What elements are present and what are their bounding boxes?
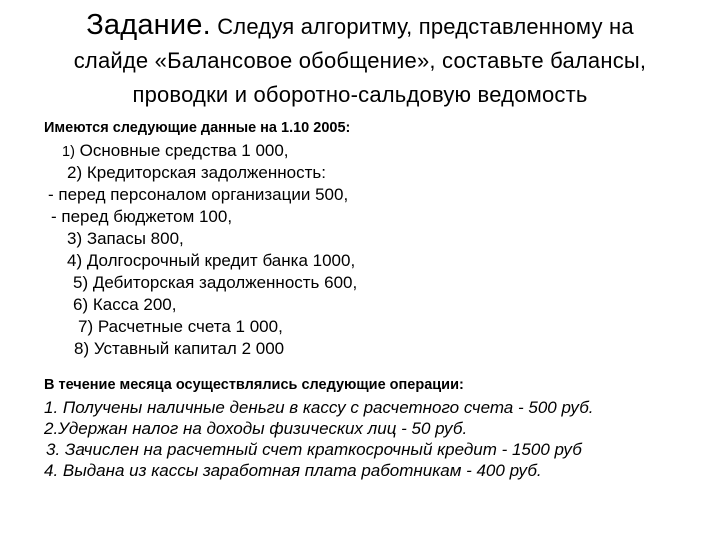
title-line-1 <box>0 8 720 44</box>
data-item-4: - перед бюджетом 100, <box>51 207 233 226</box>
data-item-9: 7) Расчетные счета 1 000, <box>78 317 283 336</box>
operation-1: 1. Получены наличные деньги в кассу с расчетного счета - 500 руб. <box>44 398 594 417</box>
data-item-1-num: 1) <box>62 144 75 160</box>
data-item-2: 2) Кредиторская задолженность: <box>67 163 326 182</box>
title-lead: Задание. <box>86 9 211 41</box>
operations-heading: В течение месяца осуществлялись следующие операции: <box>44 377 464 393</box>
operation-3: 3. Зачислен на расчетный счет краткосрочный кредит - 1500 руб <box>46 440 582 459</box>
data-item-10: 8) Уставный капитал 2 000 <box>74 339 285 358</box>
title-line-3: проводки и оборотно-сальдовую ведомость <box>132 82 588 107</box>
data-item-7: 5) Дебиторская задолженность 600, <box>73 273 358 292</box>
operation-2: 2.Удержан налог на доходы физических лиц - 50 руб. <box>44 419 468 438</box>
operation-4: 4. Выдана из кассы заработная плата работникам - 400 руб. <box>44 461 542 480</box>
data-item-1-text: Основные средства 1 000, <box>74 141 289 160</box>
data-item-1 <box>62 141 289 162</box>
data-item-5: 3) Запасы 800, <box>67 229 184 248</box>
title-line-2: слайде «Балансовое обобщение», составьте балансы, <box>73 48 647 73</box>
data-item-3: - перед персоналом организации 500, <box>48 185 349 204</box>
title-line-1-rest: Следуя алгоритму, представленному на <box>210 14 634 39</box>
slide-title <box>0 8 720 112</box>
data-item-8: 6) Касса 200, <box>73 295 177 314</box>
data-item-6: 4) Долгосрочный кредит банка 1000, <box>67 251 356 270</box>
data-heading: Имеются следующие данные на 1.10 2005: <box>44 120 351 136</box>
